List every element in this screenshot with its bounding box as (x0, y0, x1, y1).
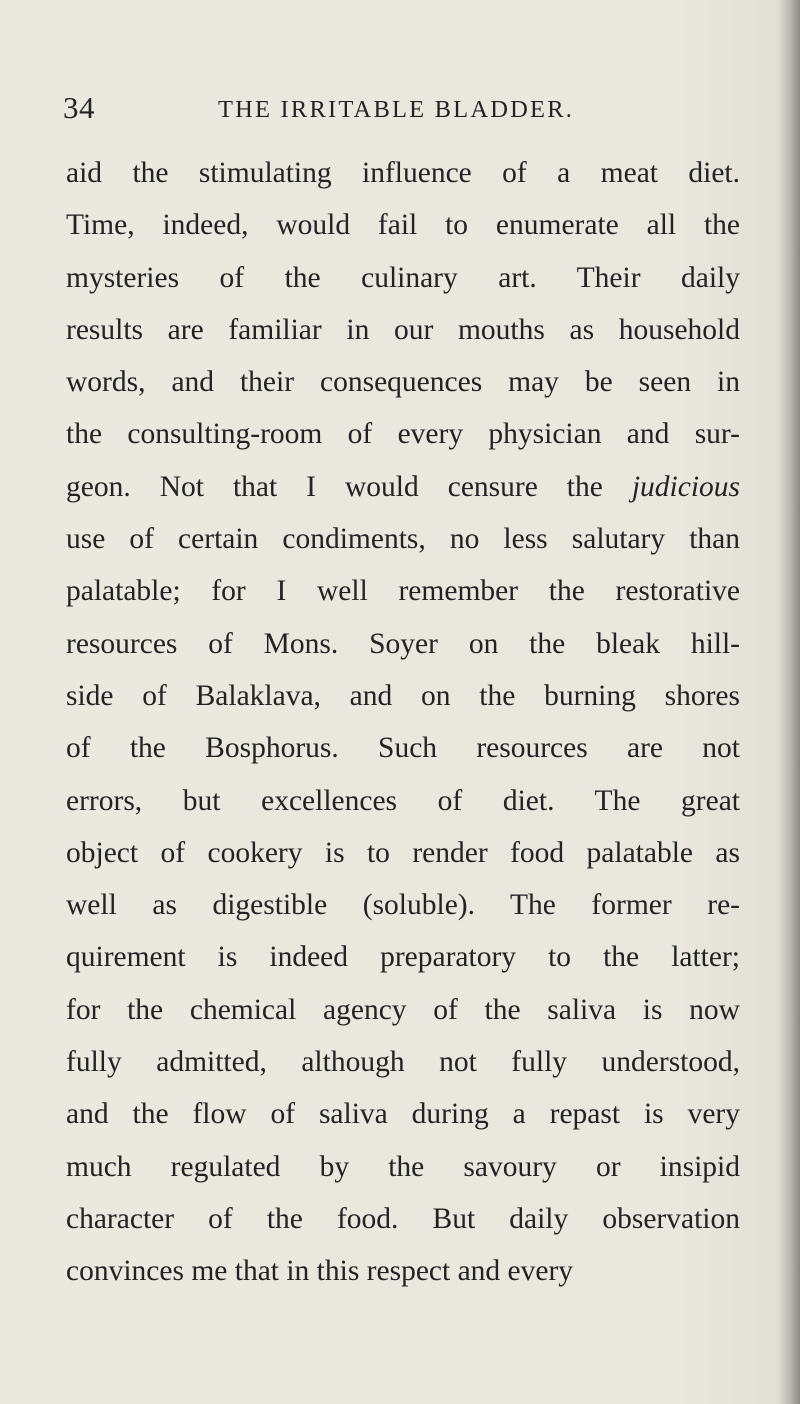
text-line: fully admitted, although not fully understood, (66, 1046, 740, 1079)
text-line: convinces me that in this respect and every (66, 1255, 574, 1288)
text-line: and the flow of saliva during a repast is very (66, 1098, 740, 1131)
page-edge-shadow (778, 0, 800, 1404)
text-line: Time, indeed, would fail to enumerate all the (66, 209, 740, 242)
italic-word: judicious (631, 470, 741, 503)
text-line: words, and their consequences may be seen in (66, 366, 740, 399)
text-line: object of cookery is to render food palatable as (66, 836, 740, 869)
text-line: errors, but excellences of diet. The great (66, 784, 740, 817)
text-line: results are familiar in our mouths as household (66, 313, 740, 346)
text-line: the consulting-room of every physician and sur- (66, 418, 740, 451)
running-head (63, 88, 753, 128)
text-line: well as digestible (soluble). The former re- (66, 889, 740, 922)
text-line: side of Balaklava, and on the burning shores (66, 679, 740, 712)
text-line: character of the food. But daily observation (66, 1202, 740, 1235)
text-line: use of certain condiments, no less salutary than (66, 523, 740, 556)
running-title: THE IRRITABLE BLADDER. (218, 96, 575, 123)
text-line-with-italic (66, 461, 740, 513)
text-line: aid the stimulating influence of a meat diet. (66, 157, 740, 189)
text-line: quirement is indeed preparatory to the latter; (66, 941, 740, 974)
text-line: resources of Mons. Soyer on the bleak hill- (66, 627, 740, 660)
text-line: mysteries of the culinary art. Their daily (66, 261, 740, 294)
page-number: 34 (63, 90, 95, 125)
body-text (66, 147, 740, 1298)
text-line: of the Bosphorus. Such resources are not (66, 732, 740, 765)
text-line: for the chemical agency of the saliva is now (66, 993, 740, 1026)
text-line: palatable; for I well remember the restorative (66, 575, 740, 608)
text-line: much regulated by the savoury or insipid (66, 1150, 740, 1183)
text-line-lead: geon. Not that I would censure the (66, 470, 603, 503)
